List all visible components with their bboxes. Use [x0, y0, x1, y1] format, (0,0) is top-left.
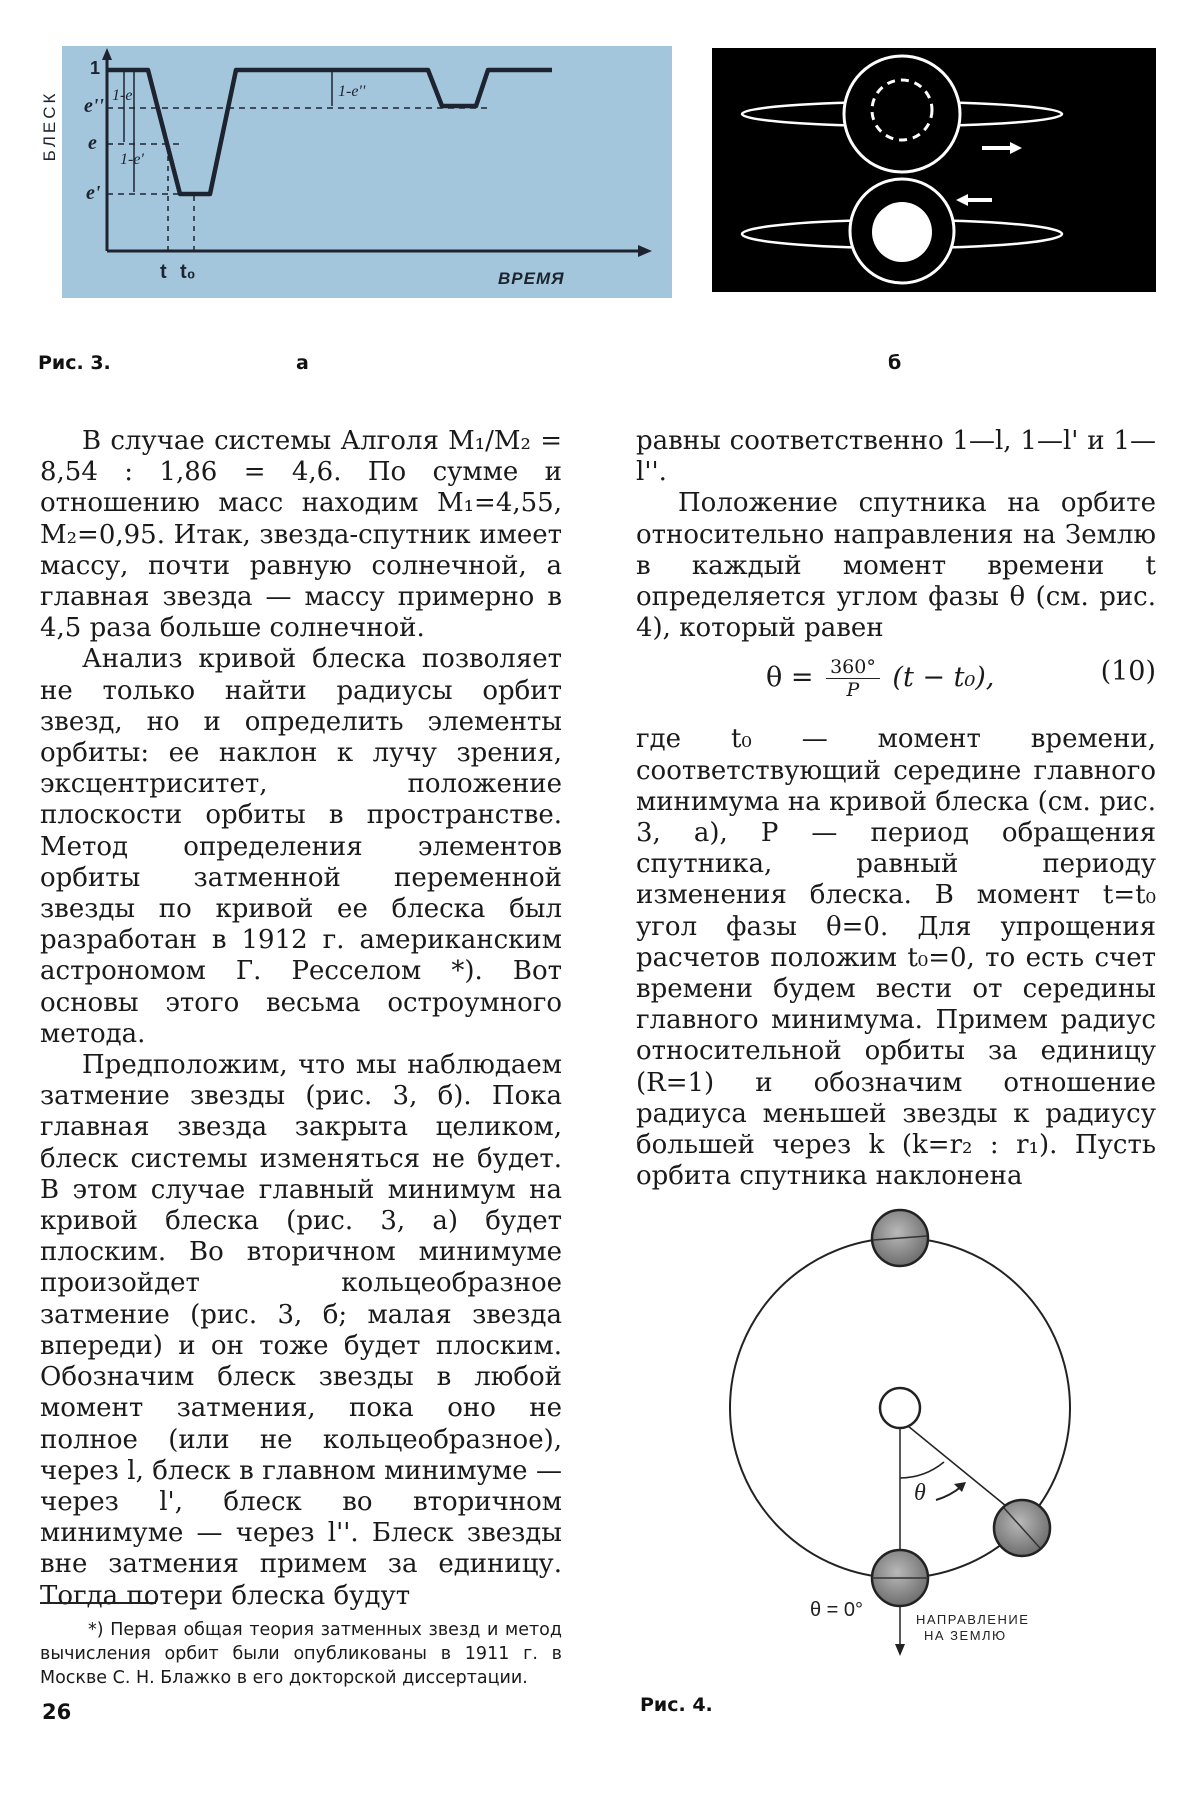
y-tick-e: e — [88, 132, 97, 154]
left-paragraph-1: В случае системы Алголя M₁/M₂ = 8,54 : 1,86 = 4,6. По сумме и отношению масс находим M₁=4,55, M₂=0,95. Итак, звезда-спутник имеет массу, почти равную солнечной, а главная звезда — массу примерно в 4,5 раза больше солнечной. — [40, 426, 562, 644]
page-number: 26 — [42, 1700, 72, 1724]
x-tick-t: t — [160, 261, 167, 283]
loss-3-label: 1-e'' — [338, 83, 366, 100]
theta-arc — [900, 1462, 944, 1478]
x-axis-label: ВРЕМЯ — [498, 269, 565, 288]
figure-4-caption: Рис. 4. — [640, 1694, 713, 1716]
right-paragraph-3: где t₀ — момент времени, соответствующий середине главного минимума на кривой блеска (см. рис. 3, а), P — период обращения спутника, равный периоду изменения блеска. В момент t=t₀ угол фазы θ=0. Для упрощения расчетов положим t₀=0, то есть счет времени будем вести от середины главного минимума. Примем радиус относительной орбиты за единицу (R=1) и обозначим отношение радиуса меньшей звезды к радиусу большей через k (k=r₂ : r₁). Пусть орбита спутника наклонена — [636, 724, 1156, 1192]
right-paragraph-1: равны соответственно 1—l, 1—l' и 1—l''. — [636, 426, 1156, 488]
y-axis-label-wrapper — [36, 70, 64, 190]
footnote-divider — [40, 1602, 156, 1604]
formula-10 — [636, 648, 1156, 718]
figure-4-orbit — [700, 1200, 1100, 1660]
zero-angle-label: θ = 0° — [810, 1599, 864, 1621]
figure-3-caption: Рис. 3. — [38, 352, 111, 374]
loss-1-label: 1-e — [112, 87, 133, 104]
main-star — [880, 1388, 920, 1428]
formula-denominator: P — [846, 679, 860, 702]
figure-3b-label: б — [888, 352, 902, 374]
right-column — [636, 426, 1156, 1192]
right-paragraph-2: Положение спутника на орбите относительно направления на Землю в каждый момент времени t определяется углом фазы θ (см. рис. 4), который равен — [636, 488, 1156, 644]
earth-direction-arrow — [895, 1644, 905, 1656]
y-tick-1: 1 — [90, 58, 101, 78]
formula-fraction — [826, 656, 880, 701]
formula-rhs: (t − t₀), — [892, 662, 995, 694]
figure-3a-label: а — [296, 352, 309, 374]
y-tick-e1: e' — [86, 182, 101, 204]
formula-number: (10) — [1100, 656, 1156, 688]
upper-main-star — [844, 56, 960, 172]
theta-label: θ — [914, 1480, 926, 1506]
figure-3b-eclipse — [712, 48, 1156, 292]
x-tick-t0: t₀ — [180, 261, 196, 283]
left-paragraph-3: Предположим, что мы наблюдаем затмение звезды (рис. 3, б). Пока главная звезда закрыта целиком, блеск системы изменяться не будет. В этом случае главный минимум на кривой блеска (рис. 3, а) будет плоским. Во вторичном минимуме произойдет кольцеобразное затмение (рис. 3, б; малая звезда впереди) и он тоже будет плоским. Обозначим блеск звезды в любой момент затмения, пока оно не полное (или не кольцеобразное), через l, блеск в главном минимуме — через l', блеск во вторичном минимуме — через l''. Блеск звезды вне затмения примем за единицу. Тогда потери блеска будут — [40, 1050, 562, 1611]
left-paragraph-2: Анализ кривой блеска позволяет не только найти радиусы орбит звезд, но и определить элементы орбиты: ее наклон к лучу зрения, эксцентриситет, положение плоскости орбиты в пространстве. Метод определения элементов орбиты затменной переменной звезды по кривой ее блеска был разработан в 1912 г. американским астрономом Г. Ресселом *). Вот основы этого весьма остроумного метода. — [40, 644, 562, 1049]
direction-label-line1: НАПРАВЛЕНИЕ — [916, 1612, 1030, 1627]
direction-label-line2: НА ЗЕМЛЮ — [924, 1628, 1007, 1643]
formula-lhs: θ = — [766, 662, 814, 694]
figure-3a-light-curve — [62, 46, 672, 298]
left-column — [40, 426, 562, 1612]
lower-small-star — [872, 202, 932, 262]
y-tick-e2: e'' — [84, 95, 104, 117]
loss-2-label: 1-e' — [120, 151, 144, 168]
footnote: *) Первая общая теория затменных звезд и метод вычисления орбит были опубликованы в 1911 г. в Москве С. Н. Блажко в его докторской диссертации. — [40, 1620, 562, 1688]
formula-numerator: 360° — [826, 656, 880, 679]
y-axis-label: БЛЕСК — [40, 90, 59, 162]
